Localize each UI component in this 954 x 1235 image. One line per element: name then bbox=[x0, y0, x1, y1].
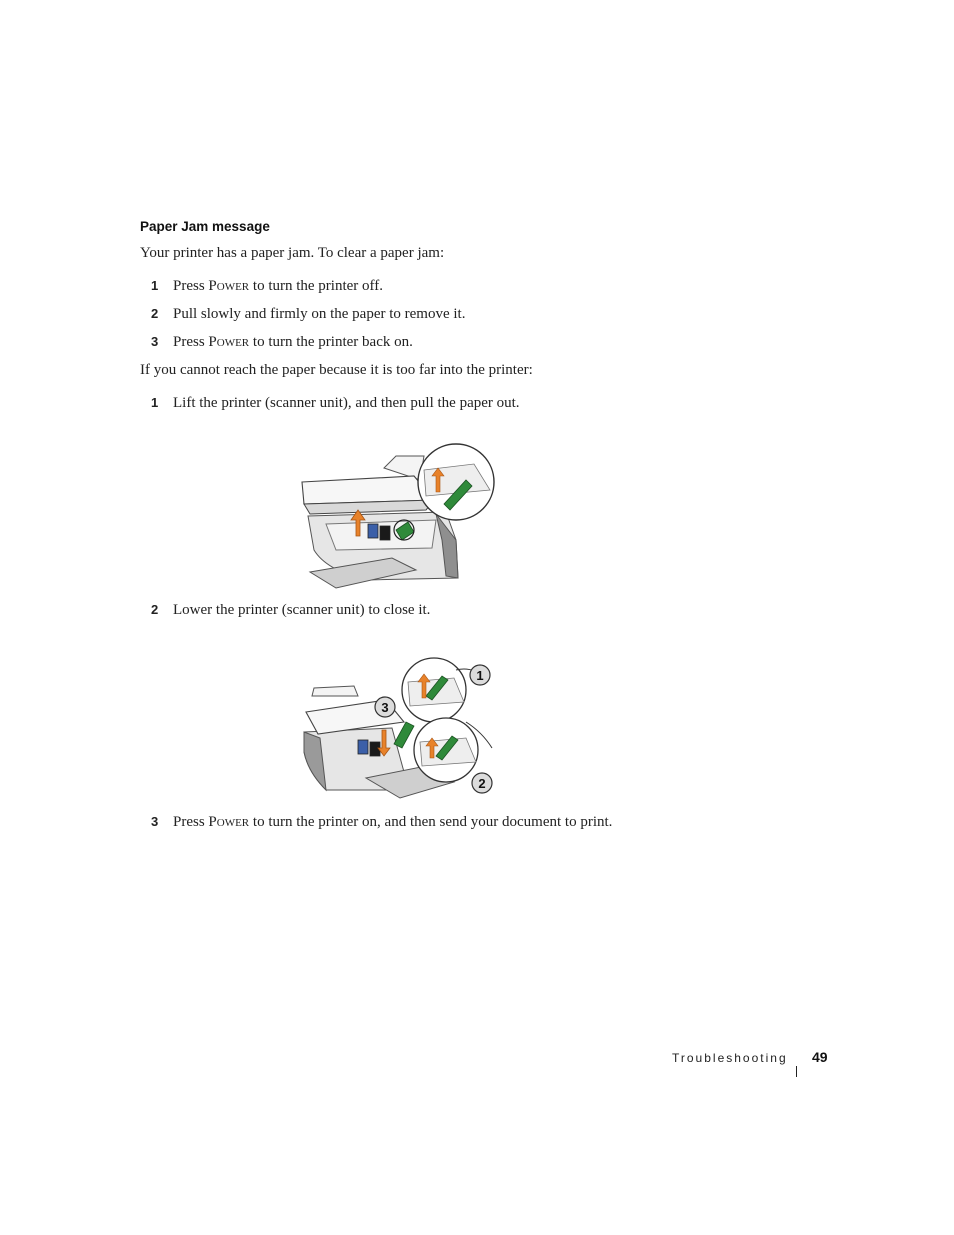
svg-text:3: 3 bbox=[381, 700, 389, 715]
step-b2: 2 Lower the printer (scanner unit) to close it. bbox=[151, 602, 431, 618]
callout-1 bbox=[470, 665, 490, 685]
step-number: 3 bbox=[151, 334, 159, 349]
page-number: 49 bbox=[812, 1049, 828, 1065]
step-number: 3 bbox=[151, 814, 159, 829]
step-b3: 3 Press Power to turn the printer on, and then send your document to print. bbox=[151, 814, 613, 830]
footer-divider bbox=[796, 1066, 797, 1077]
figure-lower-scanner bbox=[296, 652, 501, 802]
power-term: Power bbox=[208, 334, 250, 350]
svg-text:1: 1 bbox=[476, 668, 484, 683]
step-number: 2 bbox=[151, 306, 159, 321]
section-heading: Paper Jam message bbox=[140, 219, 270, 234]
power-term: Power bbox=[208, 278, 250, 294]
intro2-paragraph: If you cannot reach the paper because it is too far into the printer: bbox=[140, 362, 533, 378]
step-a2: 2 Pull slowly and firmly on the paper to remove it. bbox=[151, 306, 466, 322]
step-number: 1 bbox=[151, 395, 159, 410]
callout-2 bbox=[472, 773, 492, 793]
step-number: 1 bbox=[151, 278, 159, 293]
step-b1: 1 Lift the printer (scanner unit), and then pull the paper out. bbox=[151, 395, 520, 411]
callout-3 bbox=[375, 697, 395, 717]
footer-section-label: Troubleshooting bbox=[672, 1051, 788, 1065]
figure-lift-scanner bbox=[296, 440, 501, 592]
step-a1: 1 Press Power to turn the printer off. bbox=[151, 278, 384, 294]
power-term: Power bbox=[208, 814, 250, 830]
step-a3: 3 Press Power to turn the printer back on. bbox=[151, 334, 413, 350]
svg-text:2: 2 bbox=[478, 776, 486, 791]
intro-paragraph: Your printer has a paper jam. To clear a paper jam: bbox=[140, 245, 445, 261]
step-number: 2 bbox=[151, 602, 159, 617]
